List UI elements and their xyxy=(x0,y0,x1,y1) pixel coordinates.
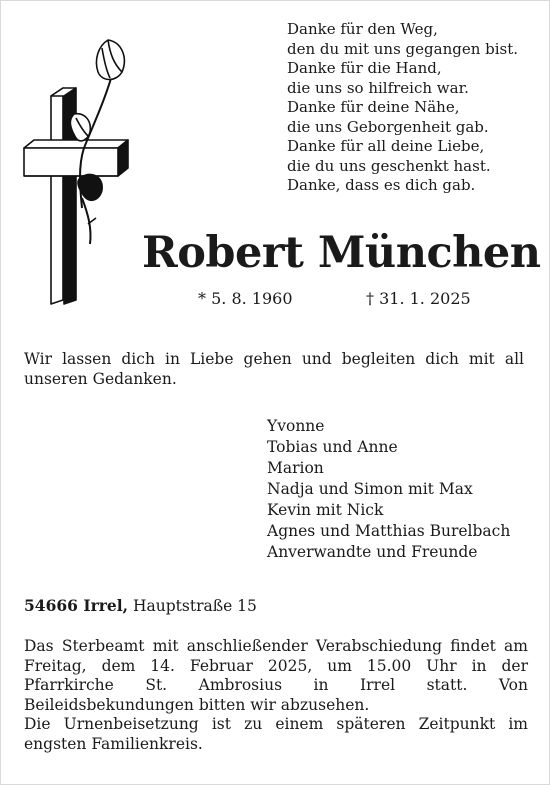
mourner: Anverwandte und Freunde xyxy=(267,543,478,561)
poem-line: Danke für die Hand, xyxy=(287,59,442,77)
cross-with-rose-icon xyxy=(18,28,136,318)
mourner: Tobias und Anne xyxy=(267,438,398,456)
mourner: Nadja und Simon mit Max xyxy=(267,480,473,498)
family-address xyxy=(24,596,257,615)
intro-text: Wir lassen dich in Liebe gehen und begleiten dich mit all unseren Gedanken. xyxy=(24,350,524,388)
poem-line: Danke für den Weg, xyxy=(287,20,438,38)
mourner: Yvonne xyxy=(267,417,325,435)
funeral-service-text: Das Sterbeamt mit anschließender Verabschiedung findet am Freitag, dem 14. Februar 2025, um 15.00 Uhr in der Pfarrkirche St. Ambrosius in Irrel statt. Von Beileidsbekundungen bitten wir abzusehen. xyxy=(24,637,528,714)
funeral-notice xyxy=(24,637,528,754)
poem-line: den du mit uns gegangen bist. xyxy=(287,39,519,58)
poem-line: Danke, dass es dich gab. xyxy=(287,176,476,194)
urn-burial-text: Die Urnenbeisetzung ist zu einem späteren Zeitpunkt im engsten Familienkreis. xyxy=(24,715,528,753)
address-city: 54666 Irrel, xyxy=(24,596,129,615)
poem-line: Danke für all deine Liebe, xyxy=(287,137,485,155)
deceased-name: Robert München xyxy=(142,228,541,278)
poem-line: die uns Geborgenheit gab. xyxy=(287,117,489,136)
address-street: Hauptstraße 15 xyxy=(133,597,257,615)
poem-line: die uns so hilfreich war. xyxy=(287,78,469,97)
mourner: Marion xyxy=(267,459,324,477)
mourner: Kevin mit Nick xyxy=(267,501,384,519)
death-date: † 31. 1. 2025 xyxy=(366,289,471,308)
poem-line: Danke für deine Nähe, xyxy=(287,98,460,116)
poem-line: die du uns geschenkt hast. xyxy=(287,156,491,175)
mourners-list xyxy=(267,416,510,563)
birth-date: * 5. 8. 1960 xyxy=(198,289,293,308)
mourner: Agnes und Matthias Burelbach xyxy=(267,522,511,540)
poem xyxy=(287,20,518,196)
